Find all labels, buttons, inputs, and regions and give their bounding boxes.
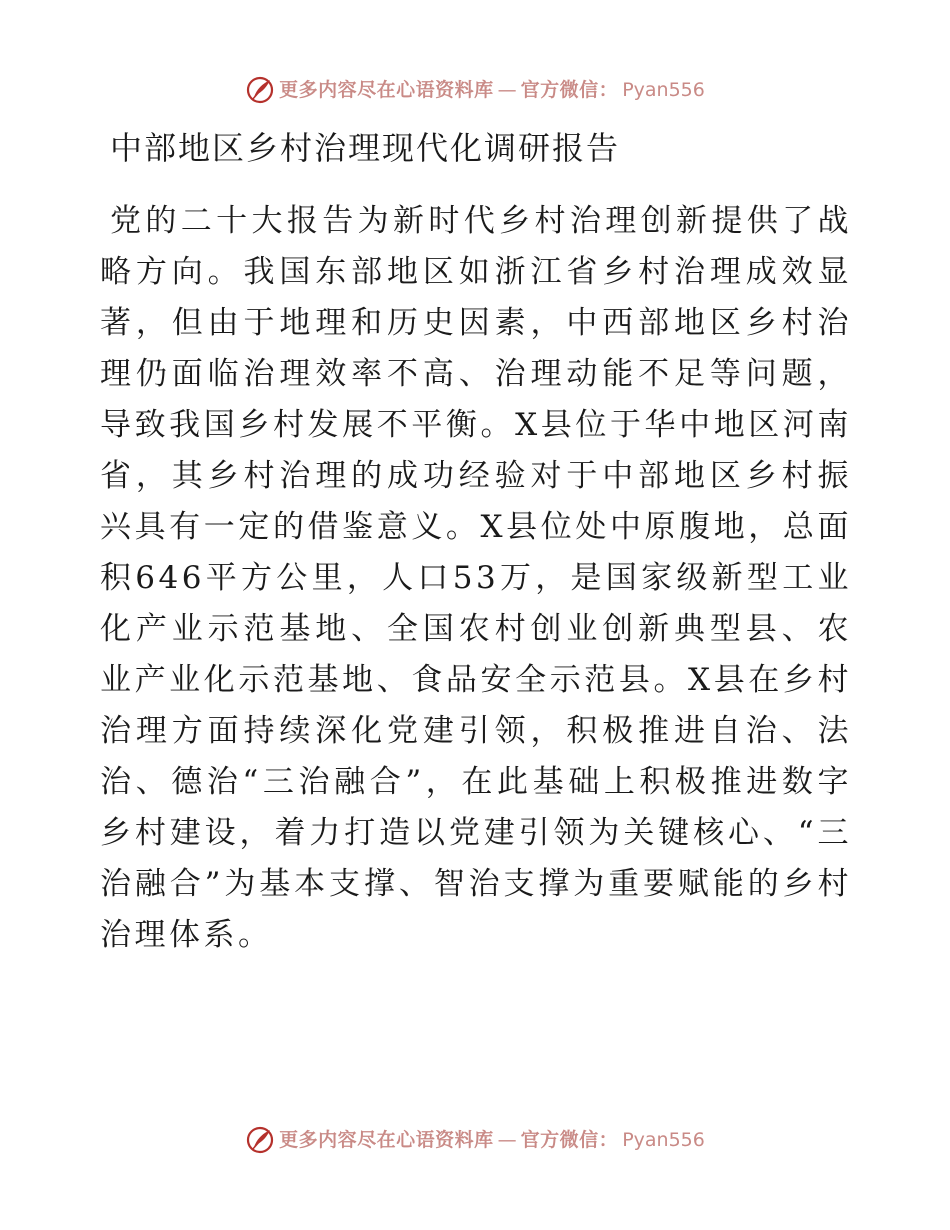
- banner-wechat-label: 官方微信：: [520, 78, 619, 101]
- feather-logo-icon: [245, 1125, 275, 1155]
- banner-separator: —: [497, 1128, 517, 1151]
- banner-separator: —: [497, 78, 517, 101]
- banner-site-text: 更多内容尽在心语资料库: [279, 1128, 494, 1151]
- banner-wechat-label: 官方微信：: [520, 1128, 619, 1151]
- banner-site-text: 更多内容尽在心语资料库: [279, 78, 494, 101]
- banner-wechat-id: Pyan556: [622, 78, 705, 101]
- document-title: 中部地区乡村治理现代化调研报告: [110, 129, 621, 167]
- feather-logo-icon: [245, 75, 275, 105]
- banner-wechat-id: Pyan556: [622, 1128, 705, 1151]
- body-paragraph: 党的二十大报告为新时代乡村治理创新提供了战略方向。我国东部地区如浙江省乡村治理成效显著，但由于地理和历史因素，中西部地区乡村治理仍面临治理效率不高、治理动能不足等问题，导致我国乡村发展不平衡。X县位于华中地区河南省，其乡村治理的成功经验对于中部地区乡村振兴具有一定的借鉴意义。X县位处中原腹地，总面积646平方公里，人口53万，是国家级新型工业化产业示范基地、全国农村创业创新典型县、农业产业化示范基地、食品安全示范县。X县在乡村治理方面持续深化党建引领，积极推进自治、法治、德治“三治融合”，在此基础上积极推进数字乡村建设，着力打造以党建引领为关键核心、“三治融合”为基本支撑、智治支撑为重要赋能的乡村治理体系。: [100, 203, 852, 953]
- footer-watermark-banner: [0, 1120, 950, 1160]
- header-watermark-banner: [0, 70, 950, 110]
